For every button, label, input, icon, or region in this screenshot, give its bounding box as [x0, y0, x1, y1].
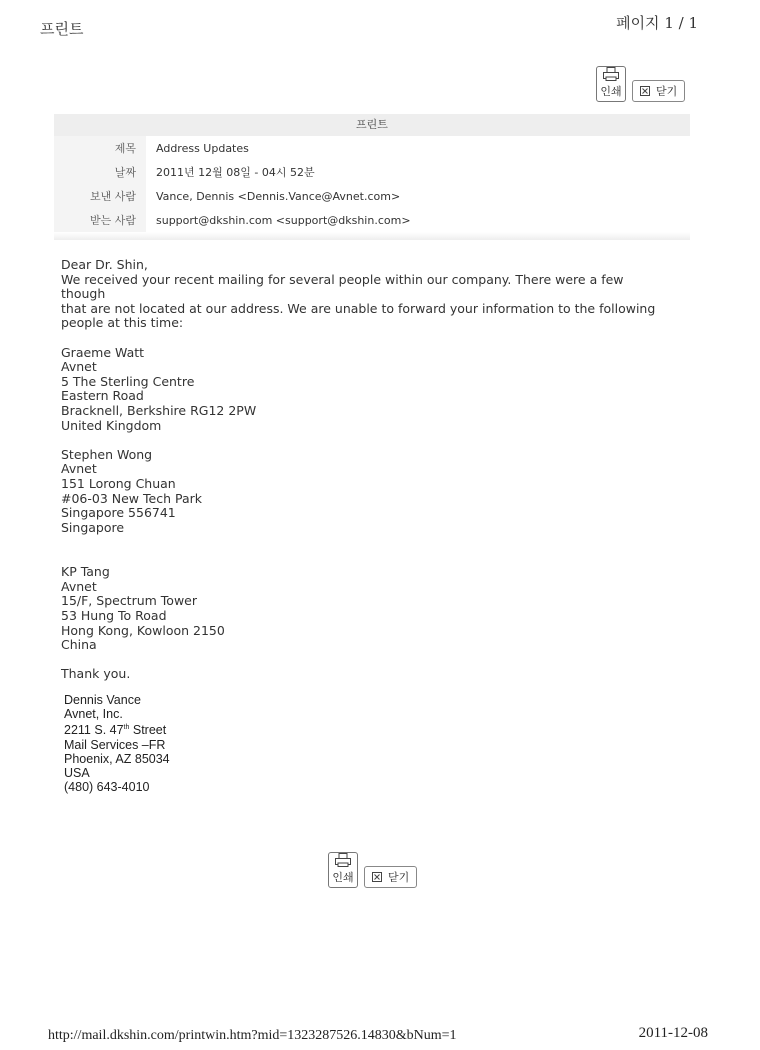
signature-country: USA [64, 766, 90, 781]
footer-url: http://mail.dkshin.com/printwin.htm?mid=1323287526.14830&bNum=1 [48, 1028, 457, 1043]
intro-line: that are not located at our address. We are unable to forward your information to the following [61, 300, 656, 316]
close-icon [372, 872, 382, 882]
footer-date: 2011-12-08 [638, 1025, 708, 1041]
address-line: 15/F, Spectrum Tower [61, 593, 198, 609]
signature-block [64, 693, 170, 794]
address-line: Hong Kong, Kowloon 2150 [61, 622, 225, 638]
address-line: Bracknell, Berkshire RG12 2PW [61, 402, 257, 418]
recipient-label: 받는 사람 [54, 208, 146, 232]
close-button-label: 닫기 [656, 85, 678, 98]
address-block [61, 448, 671, 536]
close-icon [640, 86, 650, 96]
signature-dept: Mail Services –FR [64, 737, 166, 752]
sender-value: Vance, Dennis <Dennis.Vance@Avnet.com> [156, 189, 401, 203]
sender-label: 보낸 사람 [54, 184, 146, 208]
address-line: Avnet [61, 578, 97, 594]
print-button-label: 인쇄 [600, 85, 622, 98]
message-body [61, 258, 671, 682]
address-line: 5 The Sterling Centre [61, 373, 195, 389]
close-button[interactable] [632, 80, 685, 102]
header-row-sender [54, 184, 690, 208]
signature-city: Phoenix, AZ 85034 [64, 751, 170, 766]
address-block [61, 565, 671, 653]
address-block [61, 346, 671, 434]
signature-name: Dennis Vance [64, 693, 141, 707]
close-button[interactable] [364, 866, 417, 888]
header-divider [54, 232, 690, 240]
greeting: Dear Dr. Shin, [61, 257, 148, 272]
close-button-label: 닫기 [388, 871, 410, 884]
header-row-recipient [54, 208, 690, 232]
address-line: #06-03 New Tech Park [61, 490, 202, 506]
signature-street: 2211 S. 47th Street [64, 723, 167, 738]
subject-label: 제목 [54, 136, 146, 160]
header-row-subject [54, 136, 690, 160]
address-line: Avnet [61, 461, 97, 477]
signature-company: Avnet, Inc. [64, 707, 123, 722]
address-line: China [61, 637, 97, 653]
header-row-date [54, 160, 690, 184]
recipient-value: support@dkshin.com <support@dkshin.com> [156, 213, 411, 227]
address-line: Graeme Watt [61, 344, 145, 360]
page-label: 프린트 [40, 20, 84, 38]
intro-line: We received your recent mailing for several people within our company. There were a few though [61, 271, 624, 302]
address-line: Stephen Wong [61, 446, 153, 462]
print-button-label: 인쇄 [332, 871, 354, 884]
address-line: United Kingdom [61, 417, 162, 433]
address-line: 151 Lorong Chuan [61, 475, 176, 491]
subject-value: Address Updates [156, 141, 249, 155]
address-line: Singapore [61, 519, 125, 535]
address-line: 53 Hung To Road [61, 608, 167, 624]
intro-line: people at this time: [61, 315, 184, 331]
address-line: Avnet [61, 359, 97, 375]
page-number: 페이지 1 / 1 [616, 14, 698, 32]
printer-icon [603, 67, 619, 81]
printer-icon [335, 853, 351, 867]
date-value: 2011년 12월 08일 - 04시 52분 [156, 166, 315, 179]
thanks-line: Thank you. [61, 666, 131, 682]
signature-phone: (480) 643-4010 [64, 780, 150, 795]
print-button[interactable] [596, 66, 626, 102]
bottom-toolbar [328, 852, 417, 888]
address-line: Eastern Road [61, 388, 144, 404]
address-line: Singapore 556741 [61, 505, 176, 521]
date-label: 날짜 [54, 160, 146, 184]
mail-header-title: 프린트 [54, 114, 690, 136]
print-button[interactable] [328, 852, 358, 888]
address-line: KP Tang [61, 564, 110, 580]
top-toolbar [596, 66, 685, 102]
mail-header [54, 114, 690, 240]
